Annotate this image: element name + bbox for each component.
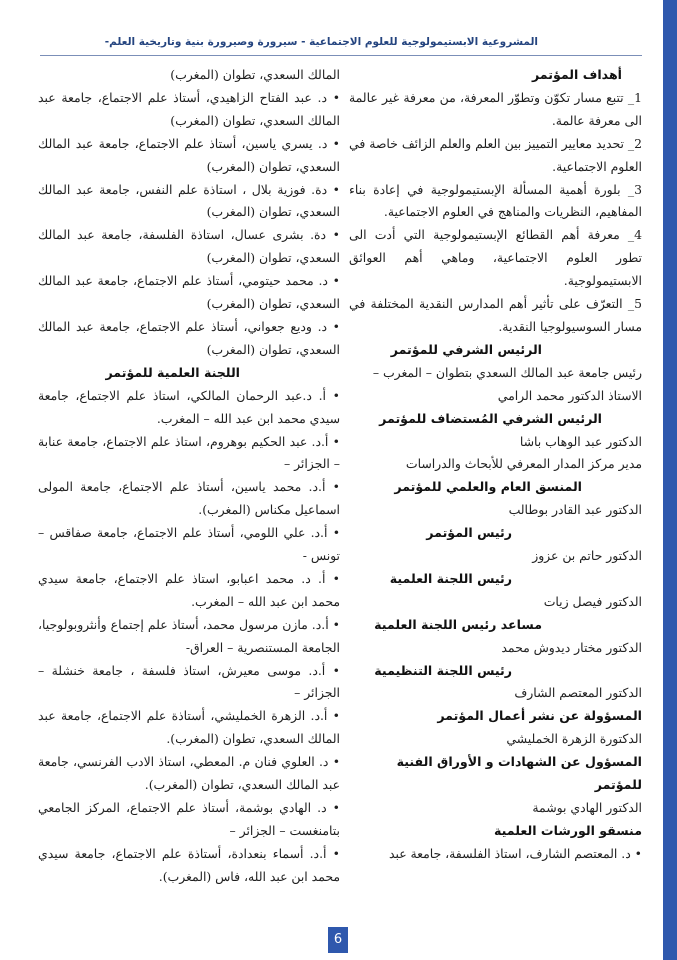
text-line: الدكتور فيصل زيات: [543, 593, 642, 609]
list-item: 3_ بلورة أهمية المسألة الإبستيمولوجية في إعادة بناء المفاهيم، النظريات والمناهج في العلوم الاجتماعية.: [349, 181, 642, 220]
text-line: الدكتور المعتصم الشارف: [514, 685, 642, 701]
list-item: • دة. بشرى عسال، استاذة الفلسفة، جامعة عبد المالك السعدي، تطوان (المغرب): [38, 227, 340, 266]
side-accent-bar: [663, 0, 677, 960]
section-heading: الرئيس الشرفي المُستضاف للمؤتمر: [379, 410, 602, 426]
list-item: • د. وديع جعواني، أستاذ علم الاجتماع، جامعة عبد المالك السعدي، تطوان (المغرب): [38, 318, 340, 357]
list-item: • أ.د. علي اللومي، أستاذ علم الاجتماع، جامعة صفاقس – تونس -: [38, 525, 340, 564]
list-item: • د. محمد حيتومي، أستاذ علم الاجتماع، جامعة عبد المالك السعدي، تطوان (المغرب): [38, 273, 340, 312]
text-line: الدكتور حاتم بن عزوز: [532, 548, 642, 564]
section-heading: اللجنة العلمية للمؤتمر: [105, 364, 240, 380]
list-item: • أ.د. مازن مرسول محمد، أستاذ علم إجتماع وأنثروبولوجيا، الجامعة المستنصرية – العراق-: [38, 616, 340, 655]
list-item: 2_ تحديد معايير التمييز بين العلم والعلم الزائف خاصة في العلوم الاجتماعية.: [349, 135, 642, 174]
section-heading: المنسق العام والعلمي للمؤتمر: [394, 479, 582, 495]
left-column: [38, 64, 340, 889]
section-heading: المسؤولة عن نشر أعمال المؤتمر: [437, 708, 642, 724]
text-line: مدير مركز المدار المعرفي للأبحاث والدراسات: [405, 456, 642, 472]
list-item: • دة. فوزية بلال ، استاذة علم النفس، جامعة عبد المالك السعدي، تطوان (المغرب): [38, 181, 340, 220]
list-item: • أ.د. الزهرة الخمليشي، أستاذة علم الاجتماع، جامعة عبد المالك السعدي، تطوان (المغرب).: [38, 708, 340, 747]
text-line: الاستاذ الدكتور محمد الرامي: [497, 387, 642, 403]
text-line: الدكتور الهادي بوشمة: [532, 800, 642, 815]
list-item: • أ.د. موسى معيرش، استاذ فلسفة ، جامعة خنشلة – الجزائر –: [38, 662, 340, 701]
list-item: • د. الهادي بوشمة، أستاذ علم الاجتماع، المركز الجامعي بتامنغست – الجزائر –: [38, 800, 340, 838]
list-item: • أ. د.عبد الرحمان المالكي، استاذ علم الاجتماع، جامعة سيدي محمد ابن عبد الله – المغرب.: [38, 387, 340, 426]
list-item: • أ.د. عبد الحكيم بوهروم، استاذ علم الاجتماع، جامعة عنابة – الجزائر –: [38, 433, 340, 472]
list-item: رئيس جامعة عبد المالك السعدي بتطوان – المغرب –: [372, 364, 642, 380]
section-heading: مساعد رئيس اللجنة العلمية: [374, 616, 542, 632]
list-item: • أ.د. محمد ياسين، أستاذ علم الاجتماع، جامعة المولى اسماعيل مكناس (المغرب).: [38, 479, 340, 518]
section-heading: المسؤول عن الشهادات و الأوراق الفنية للمؤتمر: [396, 754, 642, 793]
section-heading: أهداف المؤتمر: [531, 67, 622, 82]
page-number: 6: [328, 927, 348, 953]
section-heading: منسقو الورشات العلمية: [494, 822, 642, 838]
list-item: • د. يسري ياسين، أستاذ علم الاجتماع، جامعة عبد المالك السعدي، تطوان (المغرب): [38, 135, 340, 174]
section-heading: الرئيس الشرفي للمؤتمر: [390, 341, 542, 357]
text-line: الدكتور مختار ديدوش محمد: [501, 639, 642, 655]
text-line: الدكتورة الزهرة الخمليشي: [506, 731, 642, 747]
text-line: الدكتور عبد القادر بوطالب: [508, 502, 642, 518]
list-item: • أ.د. أسماء بنعدادة، أستاذة علم الاجتماع، جامعة سيدي محمد ابن عبد الله، فاس (المغرب).: [38, 845, 340, 884]
section-heading: رئيس المؤتمر: [426, 525, 512, 541]
list-item: • أ. د. محمد اعبابو، استاذ علم الاجتماع، جامعة سيدي محمد ابن عبد الله – المغرب.: [38, 570, 340, 609]
list-item: • د. عبد الفتاح الزاهيدي، أستاذ علم الاجتماع، جامعة عبد المالك السعدي، تطوان (المغرب): [38, 89, 340, 128]
header-divider: [40, 55, 642, 56]
list-item: 4_ معرفة أهم القطائع الإبستيمولوجية التي أدت الى تطور العلوم الاجتماعية، وماهي أهم العوائق الابستيمولوجية.: [349, 227, 642, 289]
list-item: 5_ التعرّف على تأثير أهم المدارس النقدية المختلفة في مسار السوسيولوجيا النقدية.: [349, 296, 642, 334]
section-heading: رئيس اللجنة العلمية: [389, 570, 512, 586]
right-column: [349, 64, 642, 866]
section-heading: رئيس اللجنة التنظيمية: [374, 662, 512, 678]
list-item: 1_ تتبع مسار تكوّن وتطوّر المعرفة، من معرفة غير عالمة الى معرفة عالمة.: [349, 89, 642, 128]
list-item: • د. المعتصم الشارف، استاذ الفلسفة، جامعة عبد: [388, 845, 642, 861]
text-line: الدكتور عبد الوهاب باشا: [519, 433, 642, 449]
page-header-title: المشروعية الابستيمولوجية للعلوم الاجتماعية - سيرورة وصيرورة بنية وتاريخية العلم-: [104, 36, 538, 48]
list-item: المالك السعدي، تطوان (المغرب): [170, 67, 340, 82]
list-item: • د. العلوي فنان م. المعطي، استاذ الادب الفرنسي، جامعة عبد المالك السعدي، تطوان (المغرب).: [38, 754, 340, 793]
